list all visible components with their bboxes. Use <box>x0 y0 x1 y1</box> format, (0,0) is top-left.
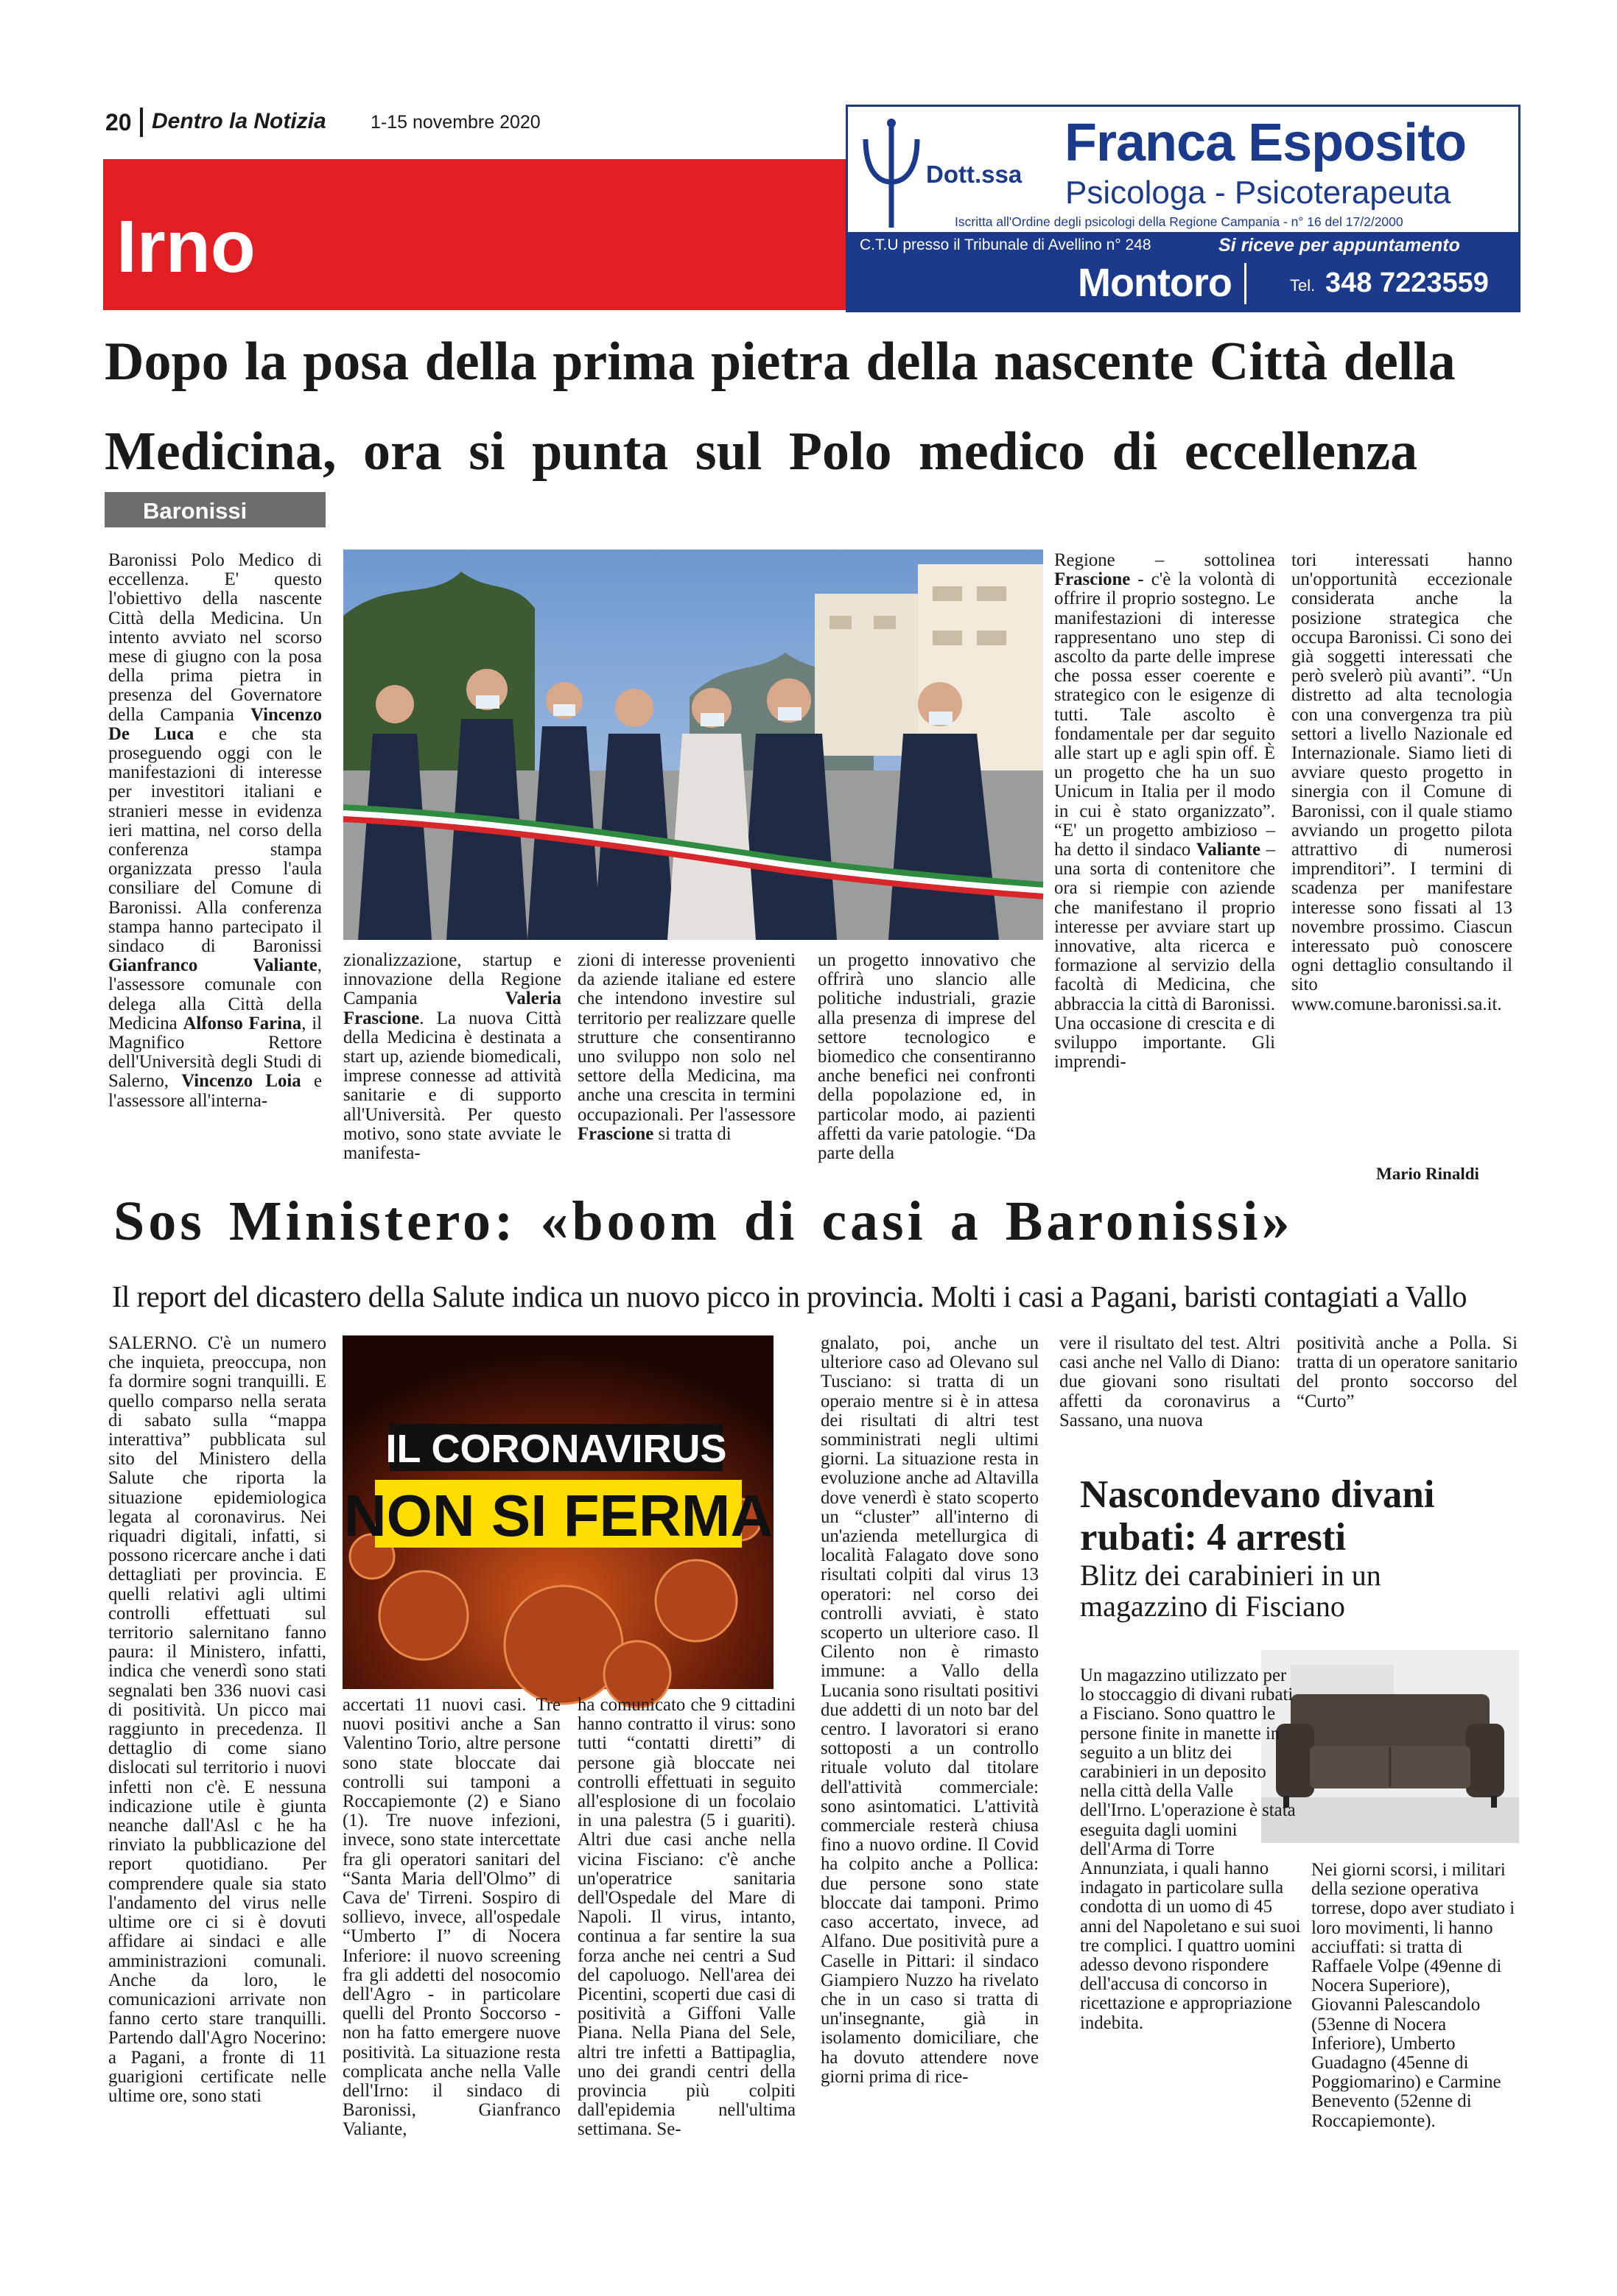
ad-divider <box>1244 263 1246 304</box>
article1-column-6: tori interessati hanno un'opportunità eccezionale considerata anche la posizione strategica che occupa Baronissi. Ci sono dei già soggetti interessati che però svelerò più avanti”. “Un distretto ad alta tecnologia con una convergenza tra più settori a livello Nazionale ed Internazionale. Siamo lieti di avviare questo progetto in sinergia con il Comune di Baronissi, con il quale stiamo avviando un progetto pilota attrattivo di numerosi imprenditori”. I termini di scadenza per manifestare interesse sono fissati al 13 novembre prossimo. Ciascun interessato può conoscere ogni dettaglio consultando il sito www.comune.baronissi.sa.it. <box>1291 550 1512 1014</box>
article1-column-1: Baronissi Polo Medico di eccellenza. E' questo l'obiettivo della nascente Città della Medicina. Un intento avviato nel scorso mese di giugno con la posa della prima pietra in presenza del Governatore della Campania Vincenzo De Luca e che sta proseguendo oggi con le manifestazioni di interesse per investitori italiani e stranieri messe in evidenza ieri mattina, nel corso della conferenza stampa organizzata presso l'aula consiliare del Comune di Baronissi. Alla conferenza stampa hanno partecipato il sindaco di Baronissi Gianfranco Valiante, l'assessore comunale con delega alla Città della Medicina Alfonso Farina, il Magnifico Rettore dell'Università degli Studi di Salerno, Vincenzo Loia e l'assessore all'interna- <box>108 550 323 1111</box>
advertisement <box>846 105 1520 312</box>
ad-tel-label: Tel. <box>1290 276 1316 295</box>
article1-byline: Mario Rinaldi <box>1376 1165 1479 1183</box>
article2-photo-coronavirus <box>343 1335 774 1689</box>
article2-headline: Sos Ministero: «boom di casi a Baronissi» <box>113 1190 1294 1252</box>
article3-headline: Nascondevano divani rubati: 4 arresti <box>1080 1473 1435 1559</box>
ad-name: Franca Esposito <box>1064 113 1467 172</box>
article3-column-2: Nei giorni scorsi, i militari della sezione operativa torrese, dopo aver studiato i loro movimenti, li hanno acciuffati: si tratta di Raffaele Volpe (49enne di Nocera Superiore), Giovanni Palescandolo (53enne di Nocera Inferiore), Umberto Guadagno (45enne di Poggiomarino) e Carmine Benevento (52enne di Roccapiemonte). <box>1311 1860 1515 2131</box>
coronavirus-illustration-icon <box>343 1335 774 1689</box>
page-number: 20 <box>105 109 132 136</box>
article1-photo-ribbon-cutting <box>343 550 1043 940</box>
newspaper-name: Dentro la Notizia <box>152 109 326 133</box>
kicker-label: Baronissi <box>143 498 248 524</box>
article1-column-5: Regione – sottolinea Frascione - c'è la volontà di offrire il proprio sostegno. Le manifestazioni di interesse rappresentano uno step di ascolto da parte delle imprese che possa esser coerente e strategico con le esigenze di tutti. Tale ascolto è fondamentale per dar seguito alle start up e agli spin off. È un progetto che ha un suo Unicum in Italia per il modo in cui è stato organizzato”. “E' un progetto ambizioso – ha detto il sindaco Valiante – una sorta di contenitore che ora si riempie con aziende che manifestano il proprio interesse per avviare start up innovative, alta ricerca e formazione al servizio della facoltà di Medicina, che abbraccia la città di Baronissi. Una occasione di crescita e di sviluppo importante. Gli imprendi- <box>1054 550 1275 1072</box>
psi-logo-icon <box>858 117 925 235</box>
article2-column-4: gnalato, poi, anche un ulteriore caso ad Olevano sul Tusciano: si tratta di un operaio mentre si è in attesa dei risultati di altri test somministrati negli ultimi giorni. La situazione resta in evoluzione anche ad Altavilla dove venerdì è stato scoperto un “cluster” all'interno di un'azienda metellurgica di località Falagato dove sono risultati colpiti dal virus 13 operatori: nel corso dei controlli avviati, è stato scoperto un ulteriore caso. Il Cilento non è rimasto immune: a Vallo della Lucania sono risultati positivi due addetti di un noto bar del centro. I lavoratori si erano sottoposti a un controllo rituale voluto dal titolare dell'attività commerciale: sono asintomatici. L'attività commerciale resterà chiusa fino a nuovo ordine. Il Covid ha colpito anche a Pollica: due persone sono state bloccate dai tamponi. Primo caso accertato, invece, ad Alfano. Due positività pure a Caselle in Pittari: il sindaco Giampiero Nuzzo ha rivelato che in un caso si tratta di un'insegnante, già in isolamento domiciliare, che ha dovuto attendere nove giorni prima di rice- <box>821 1333 1039 2087</box>
ad-ctu: C.T.U presso il Tribunale di Avellino n° 248 <box>860 236 1151 253</box>
ad-registration: Iscritta all'Ordine degli psicologi della Regione Campania - n° 16 del 17/2/2000 <box>955 214 1403 229</box>
image-text-line1: IL CORONAVIRUS <box>385 1427 727 1471</box>
article2-column-1: SALERNO. C'è un numero che inquieta, preoccupa, non fa dormire sogni tranquilli. E quello comparso nella serata di sabato sulla “mappa interattiva” pubblicata sul sito del Ministero della Salute che riporta la situazione epidemiologica legata al coronavirus. Nei riquadri digitali, infatti, si possono ricercare anche i dati dettagliati per provincia. E quelli relativi agli ultimi controlli effettuati sul territorio salernitano fanno paura: il Ministero, infatti, indica che venerdì sono stati segnalati ben 336 nuovi casi di positività. Un picco mai raggiunto in precedenza. Il dettaglio di come siano dislocati sul territorio i nuovi infetti non c'è. E nessuna indicazione utile è giunta neanche dall'Asl c he ha rinviato la pubblicazione del report quotidiano. Per comprendere quale sia stato l'andamento del virus nelle ultime ore ci si è dovuti affidare ai sindaci e alle amministrazioni comunali. Anche da loro, le comunicazioni arrivate non fanno certo stare tranquilli. Partendo dall'Agro Nocerino: a Pagani, a fronte di 11 guarigioni certificate nelle ultime ore, sono stati <box>108 1333 326 2106</box>
article3-column-1: Un magazzino utilizzato per lo stoccaggio di divani rubati a Fisciano. Sono quattro le persone finite in manette in seguito a un blitz dei carabinieri in un deposito nella città della Valle dell'Irno. L'operazione è stata eseguita dagli uomini dell'Arma di Torre Annunziata, i quali hanno indagato in particolare sulla condotta di un uomo di 45 anni del Napoletano e sui suoi tre complici. I quattro uomini adesso devono rispondere dell'accusa di concorso in ricettazione e appropriazione indebita. <box>1080 1665 1301 2033</box>
article1-column-2: zionalizzazione, startup e innovazione della Regione Campania Valeria Frascione. La nuova Città della Medicina è destinata a start up, aziende biomedicali, imprese connesse ad attività sanitarie e di supporto all'Università. Per questo motivo, sono state avviate le manifesta- <box>343 950 561 1164</box>
ad-info-bar <box>848 232 1518 312</box>
article2-column-6: positività anche a Polla. Si tratta di un operatore sanitario del pronto soccorso del “Curto” <box>1297 1333 1518 1411</box>
article2-column-3: ha comunicato che 9 cittadini hanno contratto il virus: sono tutti “contatti diretti” di persone già bloccate nei controlli effettuati in seguito all'esplosione di un focolaio in una palestra (5 i guariti). Altri due casi anche nella vicina Fisciano: c'è anche un'operatrice sanitaria dell'Ospedale del Mare di Napoli. Il virus, intanto, continua a far sentire la sua forza anche nei centri a Sud del capoluogo. Nell'area dei Picentini, scoperti due casi di positività a Giffoni Valle Piana. Nella Piana del Sele, altri tre infetti a Battipaglia, uno dei grandi centri della provincia più colpiti dall'epidemia nell'ultima settimana. Se- <box>578 1695 796 2140</box>
image-text-line2: NON SI FERMA <box>343 1483 774 1548</box>
ad-appointment: Si riceve per appuntamento <box>1218 235 1460 256</box>
ad-title-prefix: Dott.ssa <box>926 161 1023 188</box>
article2-subheadline: Il report del dicastero della Salute indica un nuovo picco in provincia. Molti i casi a Pagani, baristi contagiati a Vallo <box>112 1279 1467 1313</box>
photo-ribbon-cutting-icon <box>343 550 1043 940</box>
article2-column-5: vere il risultato del test. Altri casi anche nel Vallo di Diano: due giovani sono risultati affetti da coronavirus a Sassano, una nuova <box>1059 1333 1280 1430</box>
ad-role: Psicologa - Psicoterapeuta <box>1065 175 1451 211</box>
article1-headline-line2: Medicina, ora si punta sul Polo medico di eccellenza <box>105 421 1418 482</box>
article1-column-4: un progetto innovativo che offrirà uno slancio alle politiche industriali, grazie alla presenza di imprese del settore tecnologico e biomedico che consentiranno anche benefici nei confronti della popolazione ed, in particolar modo, ai pazienti affetti da varie patologie. “Da parte della <box>818 950 1036 1164</box>
article2-column-2: accertati 11 nuovi casi. Tre nuovi positivi anche a San Valentino Torio, altre persone sono state bloccate dai controlli sui tamponi a Roccapiemonte (2) e Siano (1). Tre nuove infezioni, invece, sono state intercettate fra gli operatori sanitari del “Santa Maria dell'Olmo” di Cava de' Tirreni. Sospiro di sollievo, invece, all'ospedale “Umberto I” di Nocera Inferiore: il nuovo screening fra gli addetti del nosocomio dell'Agro - in particolare quelli del Pronto Soccorso - non ha fatto emergere nuove positività. La situazione resta complicata anche nella Valle dell'Irno: il sindaco di Baronissi, Gianfranco Valiante, <box>343 1695 561 2140</box>
article1-column-3: zioni di interesse provenienti da aziende italiane ed estere che intendono investire sul territorio per realizzare quelle strutture che consentiranno uno sviluppo non solo nel settore della Medicina, ma anche una crescita in termini occupazionali. Per l'assessore Frascione si tratta di <box>578 950 796 1144</box>
article1-headline-line1: Dopo la posa della prima pietra della nascente Città della <box>105 331 1456 392</box>
ad-telephone: 348 7223559 <box>1325 267 1489 298</box>
section-name: Irno <box>116 206 256 288</box>
ad-city: Montoro <box>1078 261 1232 305</box>
article3-subheadline: Blitz dei carabinieri in un magazzino di Fisciano <box>1080 1559 1381 1623</box>
article1-kicker <box>105 492 326 527</box>
issue-date: 1-15 novembre 2020 <box>371 112 541 133</box>
header-divider <box>140 108 143 137</box>
